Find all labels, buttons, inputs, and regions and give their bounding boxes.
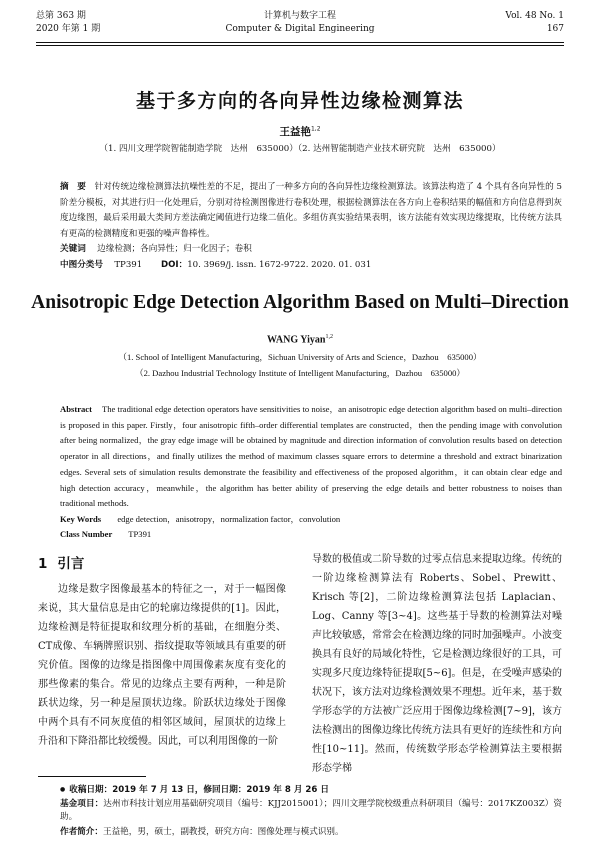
header-rule-thick bbox=[36, 42, 564, 43]
section-number: 1 bbox=[38, 556, 48, 572]
footnote-author bbox=[60, 826, 562, 839]
body-column-left bbox=[38, 550, 286, 751]
body-column-right bbox=[312, 550, 562, 778]
chinese-keywords bbox=[60, 242, 562, 256]
chinese-title: 基于多方向的各向异性边缘检测算法 bbox=[135, 90, 464, 112]
fund-label: 基金项目： bbox=[60, 799, 104, 809]
intro-paragraph-left: 边缘是数字图像最基本的特征之一，对于一幅图像来说，其大量信息是由它的轮廓边缘提供的[1]。因此，边缘检测是特征提取和纹理分析的基础，在细胞分类、CT成像、车辆牌照识别、指纹提取等领域具有重要的研究价值。图像的边缘是指图像中周围像素灰度有变化的那些像素的集合。常见的边缘点主要有两种，一种是阶跃状边缘，另一种是屋顶状边缘。阶跃状边缘处于图像中两个具有不同灰度值的相邻区域间，屋顶状的边缘上升沿和下降沿都比较缓慢。因此，可以利用图像的一阶 bbox=[38, 584, 286, 747]
class-label-cn: 中图分类号 bbox=[60, 260, 103, 270]
abstract-text-en: The traditional edge detection operators have sensitivities to noise，an anisotropic edge detection algorithm based on multi–direction is proposed in this paper. Firstly，four anisotropic fifth–order differential templates are constructed，then the pending image with convolution after being normalized，the gray edge image will be obtained by magnitude and direction information of convolution results based on detection operator in all directions，and finally utilizes the method of maximum classes square errors to determine a threshold and extract binarization edges. Several sets of simulation results demonstrate the feasibility and effectiveness of the proposed algorithm，it can obtain clear edge and high detection accuracy，meanwhile，the algorithm has better ability of preserving the edge details and better robustness to noises than traditional methods. bbox=[60, 404, 562, 509]
author-bio-label: 作者简介： bbox=[60, 827, 103, 837]
english-author bbox=[0, 334, 600, 345]
english-abstract bbox=[60, 402, 562, 512]
english-class-number bbox=[60, 527, 562, 541]
footnote-fund bbox=[60, 798, 562, 824]
section-heading bbox=[38, 550, 286, 578]
running-header bbox=[36, 10, 564, 44]
doi-value: 10. 3969/j. issn. 1672-9722. 2020. 01. 031 bbox=[187, 260, 372, 270]
issue-total: 总第 363 期 bbox=[36, 11, 86, 21]
class-number-en: TP391 bbox=[128, 529, 152, 539]
header-center bbox=[36, 10, 564, 36]
footnote-received bbox=[60, 783, 562, 797]
footnote-rule bbox=[38, 776, 146, 777]
author-affil-marker-en: 1,2 bbox=[325, 334, 333, 340]
author-name-cn: 王益艳 bbox=[279, 126, 311, 138]
keywords-label-en: Key Words bbox=[60, 514, 102, 524]
section-title: 引言 bbox=[57, 556, 85, 572]
journal-name-en: Computer & Digital Engineering bbox=[225, 24, 375, 34]
keywords-label-cn: 关键词 bbox=[60, 244, 86, 254]
author-bio-text: 王益艳，男，硕士，副教授，研究方向：图像处理与模式识别。 bbox=[102, 827, 344, 837]
doi-label: DOI： bbox=[160, 260, 188, 270]
author-affil-marker-cn: 1,2 bbox=[310, 125, 321, 133]
page-number: 167 bbox=[546, 24, 564, 34]
abstract-text-cn: 针对传统边缘检测算法抗噪性差的不足，提出了一种多方向的各向异性边缘检测算法。该算法构造了 4 个具有各向异性的 5 阶差分模板，对其进行归一化处理后，分别对待检测图像进行卷积处理，根据检测算法在各方向上卷积结果的幅值和方向信息得到灰度边缘图，最后采用最大类间方差法确定阈值进行边缘二值化。多组仿真实验结果表明，该方法能有效实现边缘提取，比传统方法具有更高的检测精度和更强的噪声鲁棒性。 bbox=[60, 182, 562, 239]
chinese-author bbox=[0, 124, 600, 139]
header-rule-thin bbox=[36, 45, 564, 46]
abstract-label-cn: 摘 要 bbox=[60, 182, 86, 192]
keywords-text-en: edge detection，anisotropy，normalization factor，convolution bbox=[117, 514, 341, 524]
english-title: Anisotropic Edge Detection Algorithm Based on Multi–Direction bbox=[31, 292, 569, 313]
chinese-class-number bbox=[60, 258, 562, 272]
english-affiliation-2: （2. Dazhou Industrial Technology Institute of Intelligent Manufacturing，Dazhou 635000） bbox=[134, 368, 466, 378]
class-number-cn: TP391 bbox=[114, 260, 143, 270]
issue-year: 2020 年第 1 期 bbox=[36, 24, 101, 34]
header-right bbox=[505, 10, 564, 36]
volume-number: Vol. 48 No. 1 bbox=[505, 11, 564, 21]
keywords-text-cn: 边缘检测；各向异性；归一化因子；卷积 bbox=[97, 244, 252, 254]
chinese-abstract bbox=[60, 180, 562, 242]
received-dates: 收稿日期：2019 年 7 月 13 日，修回日期：2019 年 8 月 26 日 bbox=[69, 785, 329, 795]
english-keywords bbox=[60, 512, 562, 526]
journal-name-cn: 计算机与数字工程 bbox=[263, 11, 336, 21]
abstract-label-en: Abstract bbox=[60, 404, 92, 414]
author-name-en: WANG Yiyan bbox=[267, 334, 326, 346]
class-label-en: Class Number bbox=[60, 529, 113, 539]
bullet-icon: ● bbox=[60, 786, 66, 793]
english-affiliation-1: （1. School of Intelligent Manufacturing，Sichuan University of Arts and Science，Dazhou 635000） bbox=[118, 352, 482, 362]
fund-text: 达州市科技计划应用基础研究项目（编号：KJJ2015001）；四川文理学院校级重点科研项目（编号：2017KZ003Z）资助。 bbox=[60, 799, 562, 822]
intro-paragraph-right: 导数的极值或二阶导数的过零点信息来提取边缘。传统的一阶边缘检测算法有 Roberts、Sobel、Prewitt、Krisch 等[2]，二阶边缘检测算法包括 Laplacian、Log、Canny 等[3~4]。这些基于导数的检测算法对噪声比较敏感，常常会在检测边缘的同时加强噪声。小波变换具有良好的局域化特性，它是检测边缘很好的工具，可实现多尺度边缘特征提取[5~6]。但是，在受噪声感染的状况下，该方法对边缘检测效果不理想。近年来，基于数学形态学的方法被广泛应用于图像边缘检测[7~9]，该方法检测出的图像边缘比传统方法具有更好的连续性和方向性[10~11]。然而，传统数学形态学检测算法主要根据形态学梯 bbox=[312, 554, 562, 774]
chinese-affiliation: （1. 四川文理学院智能制造学院 达州 635000）（2. 达州智能制造产业技术研究院 达州 635000） bbox=[99, 144, 501, 154]
